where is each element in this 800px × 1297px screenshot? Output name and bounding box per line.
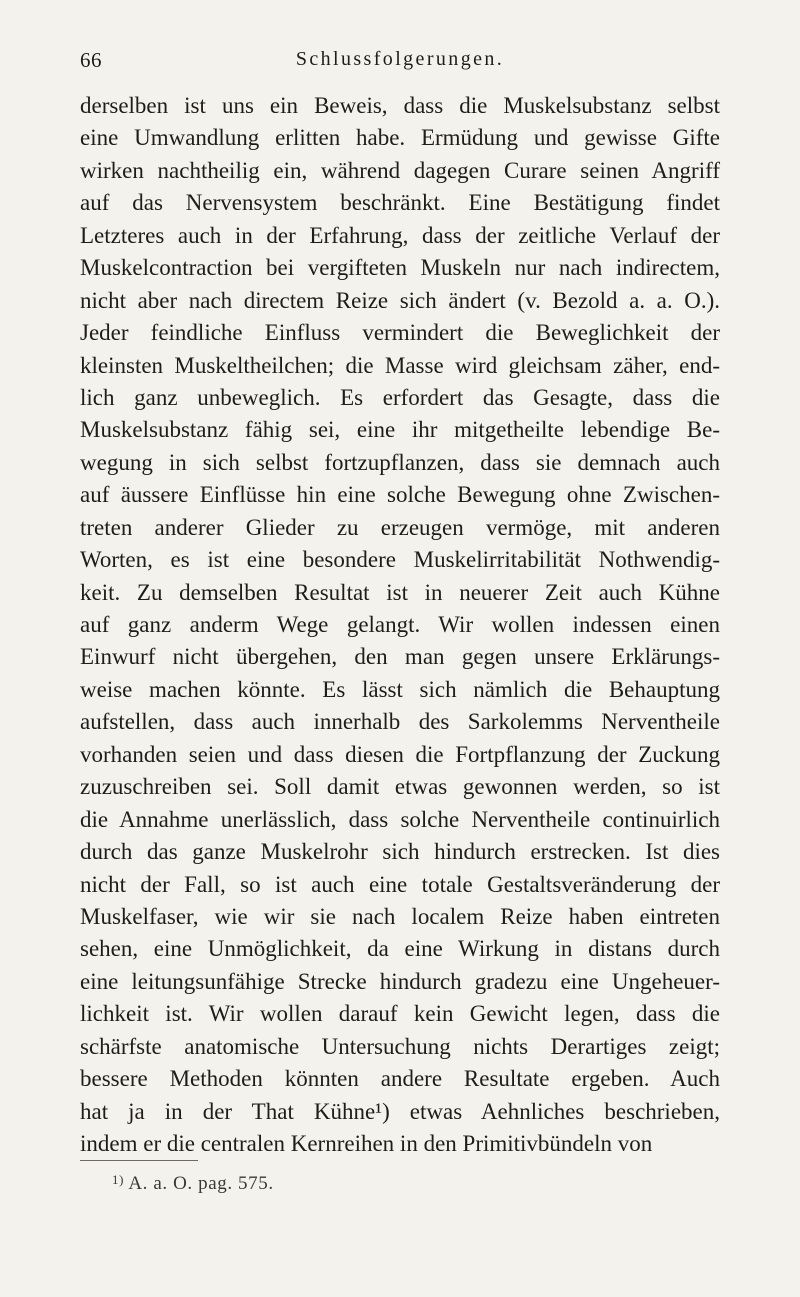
text-line: zuzuschreiben sei. Soll damit etwas gewonnen werden, so ist bbox=[80, 774, 720, 800]
text-line: keit. Zu demselben Resultat ist in neuerer Zeit auch Kühne bbox=[80, 579, 720, 605]
text-line: kleinsten Muskeltheilchen; die Masse wird gleichsam zäher, end- bbox=[80, 352, 720, 378]
text-line: treten anderer Glieder zu erzeugen vermöge, mit anderen bbox=[80, 514, 720, 540]
text-line: die Annahme unerlässlich, dass solche Nerventheile continuirlich bbox=[80, 806, 720, 832]
footnote-mark: 1) bbox=[112, 1172, 125, 1187]
text-line: nicht der Fall, so ist auch eine totale Gestaltsveränderung der bbox=[80, 871, 720, 897]
page-header bbox=[80, 48, 720, 78]
text-line: weise machen könnte. Es lässt sich nämlich die Behauptung bbox=[80, 676, 720, 702]
footnote bbox=[112, 1172, 274, 1195]
text-line: aufstellen, dass auch innerhalb des Sarkolemms Nerventheile bbox=[80, 709, 720, 735]
text-line: schärfste anatomische Untersuchung nichts Derartiges zeigt; bbox=[80, 1033, 720, 1059]
text-line: indem er die centralen Kernreihen in den Primitivbündeln von bbox=[80, 1131, 653, 1156]
text-line: Letzteres auch in der Erfahrung, dass der zeitliche Verlauf der bbox=[80, 222, 720, 248]
body-text bbox=[80, 90, 720, 1160]
text-line: wegung in sich selbst fortzupflanzen, dass sie demnach auch bbox=[80, 449, 720, 475]
text-line: Jeder feindliche Einfluss vermindert die Beweglichkeit der bbox=[80, 320, 720, 346]
text-line: durch das ganze Muskelrohr sich hindurch erstrecken. Ist dies bbox=[80, 839, 720, 865]
text-line: sehen, eine Unmöglichkeit, da eine Wirkung in distans durch bbox=[80, 936, 720, 962]
footnote-divider bbox=[80, 1160, 198, 1161]
text-line: hat ja in der That Kühne¹) etwas Aehnliches beschrieben, bbox=[80, 1098, 720, 1124]
text-line: lichkeit ist. Wir wollen darauf kein Gewicht legen, dass die bbox=[80, 1001, 720, 1027]
text-line: derselben ist uns ein Beweis, dass die Muskelsubstanz selbst bbox=[80, 93, 720, 118]
text-line: eine Umwandlung erlitten habe. Ermüdung und gewisse Gifte bbox=[80, 125, 720, 151]
footnote-text: A. a. O. pag. 575. bbox=[128, 1173, 274, 1194]
text-line: Worten, es ist eine besondere Muskelirritabilität Nothwendig- bbox=[80, 547, 720, 573]
text-line: Muskelcontraction bei vergifteten Muskeln nur nach indirectem, bbox=[80, 255, 720, 281]
text-line: Einwurf nicht übergehen, den man gegen unsere Erklärungs- bbox=[80, 644, 720, 670]
text-line: vorhanden seien und dass diesen die Fortpflanzung der Zuckung bbox=[80, 741, 720, 767]
text-line: wirken nachtheilig ein, während dagegen Curare seinen Angriff bbox=[80, 157, 720, 183]
page-number: 66 bbox=[80, 48, 102, 72]
text-line: eine leitungsunfähige Strecke hindurch gradezu eine Ungeheuer- bbox=[80, 968, 720, 994]
text-line: nicht aber nach directem Reize sich ändert (v. Bezold a. a. O.). bbox=[80, 287, 720, 313]
text-line: Muskelfaser, wie wir sie nach localem Reize haben eintreten bbox=[80, 903, 720, 929]
running-title: Schlussfolgerungen. bbox=[295, 48, 505, 70]
text-line: Muskelsubstanz fähig sei, eine ihr mitgetheilte lebendige Be- bbox=[80, 417, 720, 443]
text-line: lich ganz unbeweglich. Es erfordert das Gesagte, dass die bbox=[80, 384, 720, 410]
text-line: auf das Nervensystem beschränkt. Eine Bestätigung findet bbox=[80, 190, 720, 216]
text-line: bessere Methoden könnten andere Resultate ergeben. Auch bbox=[80, 1066, 720, 1092]
text-line: auf äussere Einflüsse hin eine solche Bewegung ohne Zwischen- bbox=[80, 482, 720, 508]
text-line: auf ganz anderm Wege gelangt. Wir wollen indessen einen bbox=[80, 612, 720, 637]
